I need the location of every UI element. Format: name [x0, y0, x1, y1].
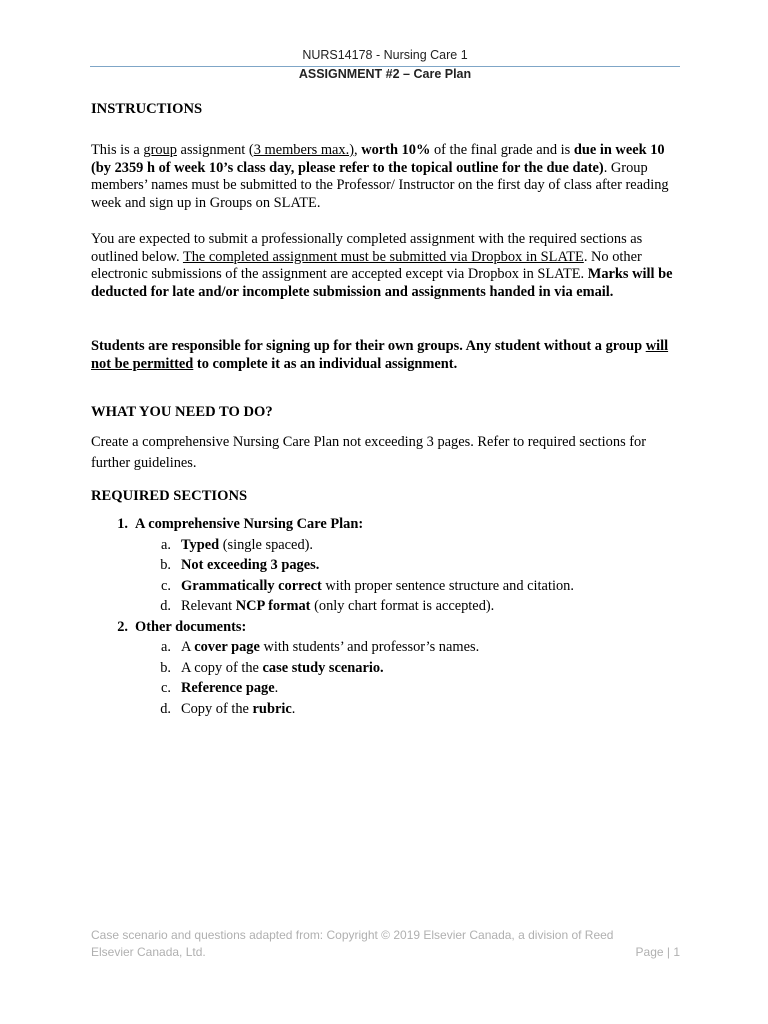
assignment-title: ASSIGNMENT #2 – Care Plan: [298, 67, 472, 81]
bold-text: due in week 10 (by 2359 h of week 10’s class day, please refer to the topical outline for the due date): [91, 142, 665, 176]
sub-item: [91, 637, 681, 658]
bold-text: Marks will be deducted for late and/or incomplete submission and assignments handed in via email.: [91, 266, 673, 300]
text-run: Students are responsible for signing up for their own groups. Any student without a group: [91, 338, 646, 354]
section-label: A comprehensive Nursing Care Plan:: [135, 516, 364, 532]
text-run: ,: [354, 142, 362, 158]
section-item: [91, 514, 681, 617]
underlined-text: group: [143, 142, 177, 158]
section-label: Other documents:: [135, 618, 247, 635]
text-run: This is a: [91, 142, 144, 158]
what-to-do-text: Create a comprehensive Nursing Care Plan not exceeding 3 pages. Refer to required sections for further guidelines.: [91, 434, 647, 471]
page-number: Page | 1: [635, 945, 680, 959]
text-run: . Group members’ names must be submitted to the Professor/ Instructor on the first day of class after reading week and sign up in Groups on SLATE.: [91, 159, 669, 211]
sub-item: [91, 535, 681, 556]
sub-item: [91, 555, 681, 576]
list-letter: a.: [161, 639, 171, 655]
underlined-text: The completed assignment must be submitted via Dropbox in SLATE: [182, 248, 584, 265]
sub-item: [91, 678, 681, 699]
underlined-text: 3 members max.): [253, 142, 355, 158]
text-run: Relevant: [181, 598, 236, 614]
list-letter: d.: [160, 700, 171, 717]
text-run: A: [181, 639, 195, 655]
course-header: NURS14178 - Nursing Care 1: [302, 48, 468, 62]
instructions-paragraph-2: [91, 231, 680, 301]
list-letter: c.: [161, 680, 171, 696]
bold-text: Grammatically correct: [181, 577, 322, 594]
instructions-paragraph-3: [91, 338, 680, 373]
bold-text: rubric: [252, 700, 292, 717]
text-run: of the final grade and is: [430, 142, 574, 158]
sub-item: [91, 576, 681, 597]
required-sections-heading: REQUIRED SECTIONS: [91, 488, 248, 504]
text-run: (only chart format is accepted).: [310, 598, 495, 614]
bold-text: Typed: [181, 536, 220, 553]
text-run: Copy of the: [181, 700, 253, 717]
sub-list: [91, 535, 681, 617]
sub-item: [91, 596, 681, 617]
instructions-heading: INSTRUCTIONS: [91, 101, 203, 117]
required-sections-list: [91, 514, 681, 719]
section-item: [91, 617, 681, 720]
bold-text: NCP format: [235, 598, 311, 614]
text-run: .: [274, 680, 279, 696]
instructions-paragraph-1: [91, 142, 680, 212]
sub-item: [91, 658, 681, 679]
list-letter: b.: [160, 557, 171, 573]
list-letter: a.: [161, 536, 171, 553]
page-footer: [91, 927, 680, 961]
bold-text: Reference page: [181, 680, 275, 696]
text-run: with students’ and professor’s names.: [259, 639, 480, 655]
text-run: assignment (: [176, 142, 254, 158]
text-run: (single spaced).: [219, 536, 314, 553]
text-run: with proper sentence structure and citation.: [321, 577, 574, 594]
what-to-do-heading: WHAT YOU NEED TO DO?: [91, 404, 273, 420]
footer-source: Case scenario and questions adapted from: Copyright © 2019 Elsevier Canada, a division of Reed Elsevier Canada, Ltd.: [91, 928, 614, 959]
bold-text: cover page: [194, 639, 260, 655]
list-letter: c.: [161, 577, 171, 594]
bold-text: worth 10%: [361, 142, 431, 158]
list-number: 2.: [117, 618, 128, 635]
bold-text: Not exceeding 3 pages.: [181, 557, 320, 573]
sub-list: [91, 637, 681, 719]
text-run: You are expected to submit a professionally completed assignment with the required sections as outlined below.: [91, 231, 643, 265]
list-number: 1.: [117, 516, 128, 532]
list-letter: d.: [160, 598, 171, 614]
underlined-text: will not be permitted: [91, 338, 669, 372]
text-run: .: [291, 700, 296, 717]
text-run: A copy of the: [181, 659, 263, 676]
list-letter: b.: [160, 659, 171, 676]
text-run: to complete it as an individual assignment.: [193, 355, 458, 372]
sub-item: [91, 699, 681, 720]
text-run: . No other electronic submissions of the assignment are accepted except via Dropbox in SLATE.: [91, 248, 642, 282]
bold-text: case study scenario.: [262, 659, 384, 676]
